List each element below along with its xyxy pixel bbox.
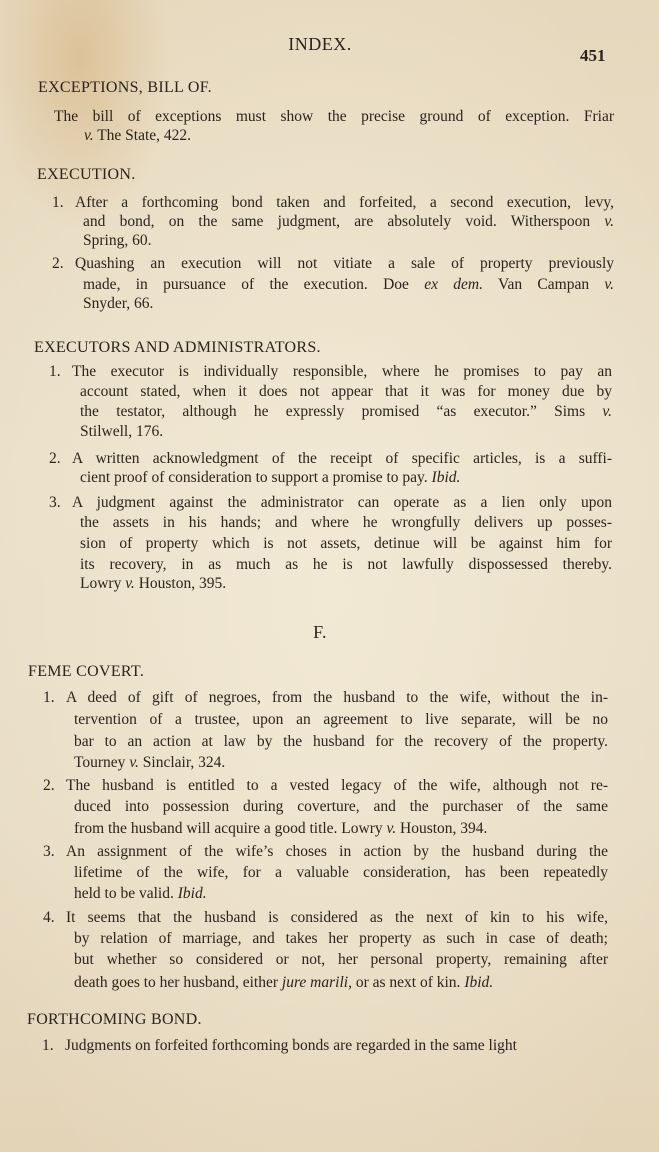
line-text: duced into possession during coverture, and the purchaser of the same bbox=[74, 798, 608, 815]
section-heading: EXCEPTIONS, BILL OF. bbox=[38, 79, 212, 96]
line-text: The State, 422. bbox=[93, 127, 192, 144]
entry-number: 2. bbox=[52, 255, 64, 272]
entry-line bbox=[74, 950, 608, 970]
line-text: A written acknowledgment of the receipt of specific articles, is a suffi- bbox=[72, 450, 612, 467]
entry-line bbox=[80, 534, 612, 554]
entry-line bbox=[66, 842, 608, 862]
entry-number: 2. bbox=[43, 777, 55, 794]
entry-line bbox=[74, 710, 608, 730]
entry-line bbox=[80, 468, 612, 488]
italic-text: v. bbox=[129, 754, 139, 771]
entry-line bbox=[65, 1036, 605, 1056]
line-text: but whether so considered or not, her personal property, remaining after bbox=[74, 951, 608, 968]
entry-line bbox=[80, 402, 612, 422]
running-head-title: INDEX. bbox=[288, 34, 352, 54]
line-text: Houston, 394. bbox=[396, 820, 488, 837]
line-text: Van Campan bbox=[483, 276, 605, 293]
entry-line bbox=[66, 776, 608, 796]
line-text: held to be valid. bbox=[74, 885, 178, 902]
entry-number: 1. bbox=[52, 194, 64, 211]
entry-number: 3. bbox=[43, 843, 55, 860]
page-number: 451 bbox=[580, 46, 606, 65]
line-text: tervention of a trustee, upon an agreement to live separate, will be no bbox=[74, 711, 608, 728]
entry-line bbox=[74, 973, 608, 993]
entry-line bbox=[72, 362, 612, 382]
section-letter: F. bbox=[313, 622, 327, 642]
entry-line bbox=[54, 107, 614, 127]
line-text: After a forthcoming bond taken and forfeited, a second execution, levy, bbox=[75, 194, 614, 211]
line-text: Sinclair, 324. bbox=[138, 754, 226, 771]
line-text: An assignment of the wife’s choses in action by the husband during the bbox=[66, 843, 608, 860]
entry-line bbox=[74, 863, 608, 883]
line-text: bar to an action at law by the husband for the recovery of the property. bbox=[74, 733, 608, 750]
italic-text: v. bbox=[602, 403, 612, 420]
italic-text: ex dem. bbox=[424, 276, 483, 293]
italic-text: v. bbox=[386, 820, 397, 837]
entry-line bbox=[80, 422, 612, 442]
section-heading: EXECUTION. bbox=[37, 166, 136, 183]
line-text: The bill of exceptions must show the precise ground of exception. Friar bbox=[54, 108, 614, 125]
entry-line bbox=[72, 449, 612, 469]
line-text: Quashing an execution will not vitiate a sale of property previously bbox=[75, 255, 614, 272]
line-text: from the husband will acquire a good title. Lowry bbox=[74, 820, 387, 837]
entry-line bbox=[66, 908, 608, 928]
entry-line bbox=[72, 493, 612, 513]
entry-line bbox=[74, 753, 608, 773]
line-text: Judgments on forfeited forthcoming bonds are regarded in the same light bbox=[65, 1037, 517, 1054]
line-text: A judgment against the administrator can operate as a lien only upon bbox=[72, 494, 612, 511]
section-heading: FORTHCOMING BOND. bbox=[27, 1011, 202, 1028]
entry-number: 4. bbox=[43, 909, 55, 926]
line-text: cient proof of consideration to support a promise to pay. bbox=[80, 469, 432, 486]
entry-line bbox=[80, 555, 612, 575]
line-text: by relation of marriage, and takes her property as such in case of death; bbox=[74, 930, 608, 947]
entry-line bbox=[83, 231, 614, 251]
line-text: Houston, 395. bbox=[134, 575, 227, 592]
line-text: Snyder, 66. bbox=[83, 295, 154, 312]
entry-line bbox=[75, 254, 614, 274]
line-text: death goes to her husband, either bbox=[74, 974, 282, 991]
section-heading: EXECUTORS AND ADMINISTRATORS. bbox=[34, 339, 321, 356]
line-text: account stated, when it does not appear that it was for money due by bbox=[80, 383, 612, 400]
line-text: The executor is individually responsible, where he promises to pay an bbox=[72, 363, 612, 380]
entry-line bbox=[80, 382, 612, 402]
entry-number: 2. bbox=[49, 450, 61, 467]
italic-text: Ibid. bbox=[177, 885, 207, 902]
italic-text: Ibid. bbox=[431, 469, 461, 486]
entry-number: 1. bbox=[49, 363, 61, 380]
entry-line bbox=[74, 884, 608, 904]
line-text: Stilwell, 176. bbox=[80, 423, 164, 440]
line-text: Spring, 60. bbox=[83, 232, 152, 249]
entry-line bbox=[80, 574, 612, 594]
entry-number: 1. bbox=[42, 1037, 54, 1054]
section-heading: FEME COVERT. bbox=[28, 663, 145, 680]
entry-line bbox=[74, 732, 608, 752]
line-text: Tourney bbox=[74, 754, 130, 771]
entry-line bbox=[74, 929, 608, 949]
entry-line bbox=[74, 819, 608, 839]
line-text: sion of property which is not assets, detinue will be against him for bbox=[80, 535, 612, 552]
italic-text: v. bbox=[604, 213, 614, 230]
entry-line bbox=[66, 688, 608, 708]
entry-line bbox=[83, 294, 614, 314]
line-text: the testator, although he expressly promised “as executor.” Sims bbox=[80, 403, 603, 420]
line-text: made, in pursuance of the execution. Doe bbox=[83, 276, 425, 293]
italic-text: Ibid. bbox=[464, 974, 494, 991]
line-text: A deed of gift of negroes, from the husband to the wife, without the in- bbox=[66, 689, 608, 706]
line-text: The husband is entitled to a vested legacy of the wife, although not re- bbox=[66, 777, 608, 794]
line-text: lifetime of the wife, for a valuable consideration, has been repeatedly bbox=[74, 864, 608, 881]
entry-line bbox=[80, 513, 612, 533]
entry-line bbox=[75, 193, 614, 213]
entry-number: 3. bbox=[49, 494, 61, 511]
entry-number: 1. bbox=[43, 689, 55, 706]
line-text: or as next of kin. bbox=[351, 974, 465, 991]
entry-line bbox=[83, 275, 614, 295]
entry-line bbox=[83, 212, 614, 232]
line-text: the assets in his hands; and where he wrongfully delivers up posses- bbox=[80, 514, 612, 531]
line-text: It seems that the husband is considered as the next of kin to his wife, bbox=[66, 909, 608, 926]
line-text: Lowry bbox=[80, 575, 126, 592]
entry-line bbox=[84, 126, 614, 146]
line-text: and bond, on the same judgment, are absolutely void. Witherspoon bbox=[83, 213, 605, 230]
entry-line bbox=[74, 797, 608, 817]
italic-text: v. bbox=[604, 276, 614, 293]
line-text: its recovery, in as much as he is not lawfully dispossessed thereby. bbox=[80, 556, 612, 573]
italic-text: v. bbox=[125, 575, 135, 592]
italic-text: jure marili, bbox=[281, 974, 352, 991]
italic-text: v. bbox=[84, 127, 94, 144]
